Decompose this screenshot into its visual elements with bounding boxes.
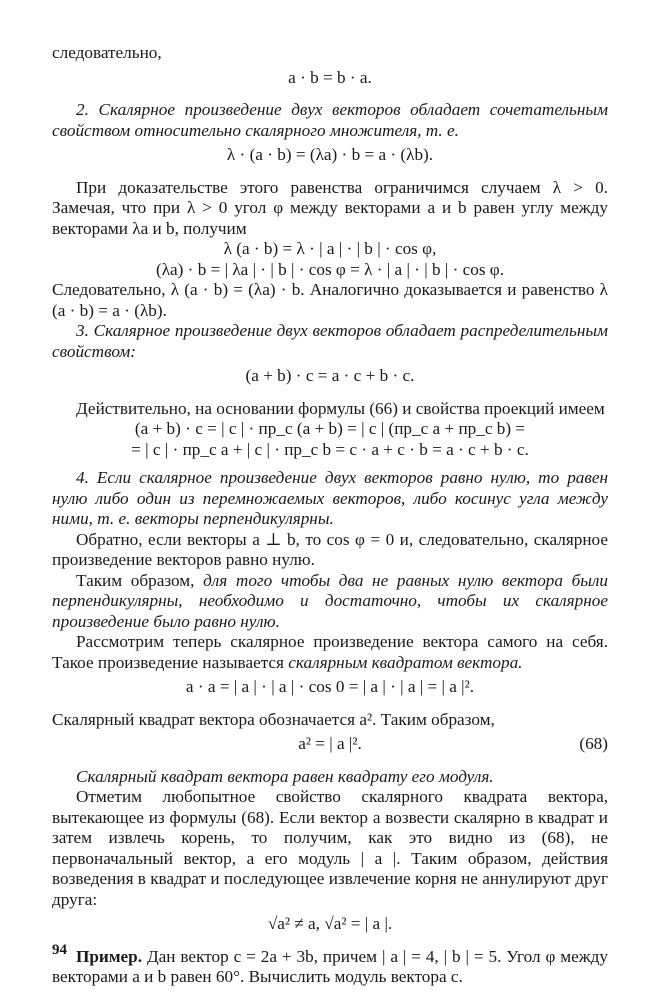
paragraph: При доказательстве этого равенства ограничимся случаем λ > 0. Замечая, что при λ > 0 угол φ между векторами a и b равен углу между векторами λa и b, получим	[52, 177, 608, 238]
text-span: Рассмотрим теперь скалярное произведение вектора самого на себя. Такое произведение называется	[52, 632, 608, 672]
example-label: Пример.	[76, 946, 143, 966]
paragraph	[52, 571, 608, 633]
equation-number: (68)	[579, 734, 608, 753]
emphasis: скалярным квадратом вектора.	[288, 652, 523, 672]
text-span: Таким образом,	[76, 570, 195, 590]
statement: Скалярный квадрат вектора равен квадрату его модуля.	[76, 766, 494, 786]
formula: √a² ≠ a, √a² = | a |.	[267, 914, 393, 933]
example	[52, 947, 608, 988]
paragraph: Отметим любопытное свойство скалярного квадрата вектора, вытекающее из формулы (68). Если вектор a возвести скалярно в квадрат и затем извлечь корень, то получим, как это видно из (68), не первоначальный вектор, а его модуль | a |. Таким образом, действия возведения в квадрат и последующее извлечение корня не аннулируют друг друга:	[52, 787, 608, 909]
page-number: 94	[52, 942, 67, 958]
formula: (λa) · b = | λa | · | b | · cos φ = λ · | a | · | b | · cos φ.	[155, 259, 505, 279]
formula: a² = | a |².	[298, 734, 362, 753]
paragraph: Следовательно, λ (a · b) = (λa) · b. Аналогично доказывается и равенство λ (a · b) = a · (λb).	[52, 280, 608, 320]
text-line: следовательно,	[52, 43, 162, 62]
formula: λ (a · b) = λ · | a | · | b | · cos φ,	[223, 239, 437, 258]
formula: a · a = | a | · | a | · cos 0 = | a | · | a | = | a |².	[185, 677, 475, 696]
emphasis: для того чтобы два не равных нулю вектора были перпендикулярны, необходимо и достаточно, чтобы их скалярное произведение было равно нулю.	[52, 570, 608, 631]
formula: a · b = b · a.	[288, 67, 372, 87]
property-2: 2. Скалярное произведение двух векторов обладает сочетательным свойством относительно скалярного множителя, т. е.	[52, 100, 608, 140]
paragraph: Скалярный квадрат вектора обозначается a². Таким образом,	[52, 709, 495, 729]
formula: (a + b) · c = a · c + b · c.	[245, 366, 415, 385]
property-4: 4. Если скалярное произведение двух векторов равно нулю, то равен нулю либо один из перемножаемых векторов, либо косинус угла между ними, т. е. векторы перпендикулярны.	[52, 468, 608, 528]
numbered-formula	[52, 734, 608, 755]
text-column	[52, 43, 608, 988]
text-span: Дан вектор c = 2a + 3b, причем | a | = 4, | b | = 5. Угол φ между векторами a и b равен 60°. Вычислить модуль вектора c.	[52, 946, 608, 986]
property-3: 3. Скалярное произведение двух векторов обладает распределительным свойством:	[52, 321, 608, 361]
paragraph: Действительно, на основании формулы (66) и свойства проекций имеем	[76, 398, 605, 418]
formula: λ · (a · b) = (λa) · b = a · (λb).	[226, 145, 434, 164]
formula: = | c | · пр_c a + | c | · пр_c b = c · a + c · b = a · c + b · c.	[131, 439, 529, 459]
paragraph	[52, 632, 608, 673]
formula: (a + b) · c = | c | · пр_c (a + b) = | c | (пр_c a + пр_c b) =	[134, 419, 526, 438]
paragraph: Обратно, если векторы a ⊥ b, то cos φ = 0 и, следовательно, скалярное произведение векторов равно нулю.	[52, 529, 608, 569]
